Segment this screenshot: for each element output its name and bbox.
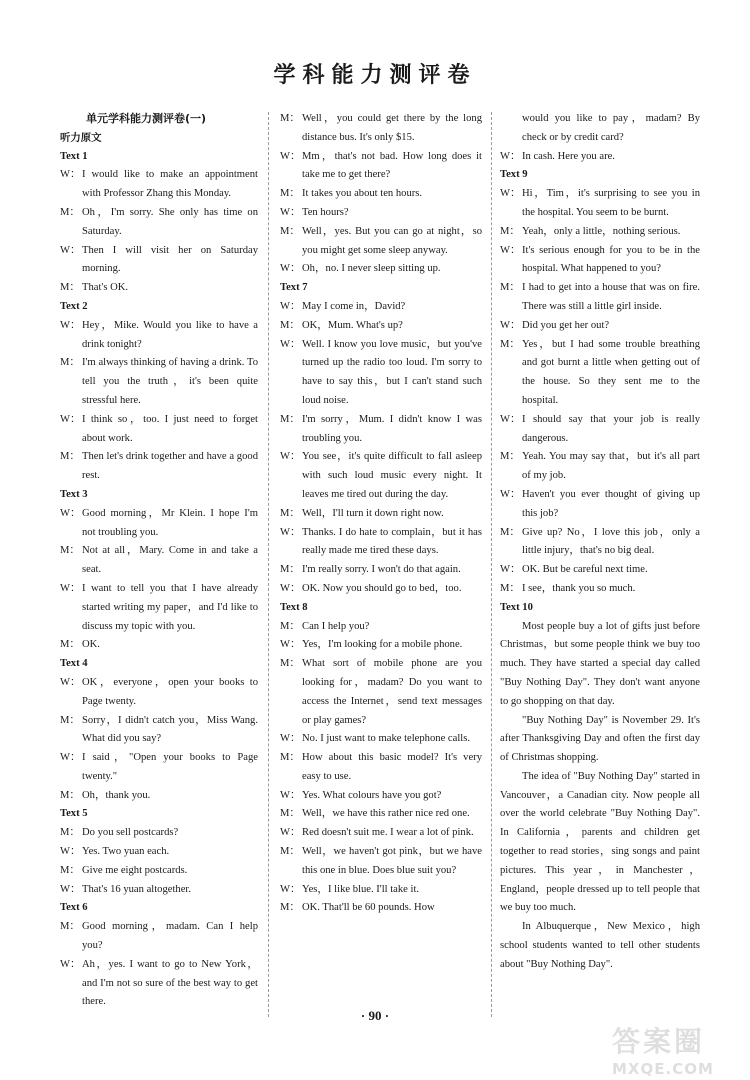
speaker-label: W： bbox=[60, 883, 81, 895]
speaker-label: M： bbox=[500, 338, 521, 350]
dialogue-line bbox=[60, 411, 258, 449]
dialogue-line bbox=[60, 787, 258, 806]
dialogue-line bbox=[280, 336, 482, 411]
utterance-text: Sorry，I didn't catch you，Miss Wang. What did you say? bbox=[82, 714, 258, 745]
dialogue-line bbox=[60, 862, 258, 881]
utterance-text: I would like to make an appointment with Professor Zhang this Monday. bbox=[82, 169, 258, 200]
text-heading: Text 10 bbox=[500, 601, 533, 613]
speaker-label: M： bbox=[60, 639, 81, 651]
column-divider bbox=[268, 112, 269, 1017]
speaker-label: M： bbox=[280, 808, 301, 820]
dialogue-line bbox=[60, 166, 258, 204]
dialogue-line bbox=[60, 824, 258, 843]
dialogue-line bbox=[280, 843, 482, 881]
dialogue-line bbox=[60, 712, 258, 750]
utterance-text: What sort of mobile phone are you looking for，madam? Do you want to access the Internet，send text messages or play games? bbox=[302, 658, 482, 726]
speaker-label: W： bbox=[280, 206, 301, 218]
text-heading: Text 9 bbox=[500, 169, 528, 181]
paragraph: Most people buy a lot of gifts just before Christmas，but some people think we buy too much. They have started a special day called "Buy Nothing Day". They don't want anyone to go shopping on that day. bbox=[500, 620, 700, 707]
utterance-text: I'm always thinking of having a drink. To tell you the truth，it's been quite stressful here. bbox=[82, 357, 258, 406]
utterance-text: That's 16 yuan altogether. bbox=[82, 883, 191, 895]
dialogue-line bbox=[60, 843, 258, 862]
speaker-label: W： bbox=[60, 676, 81, 688]
paragraph: In Albuquerque，New Mexico，high school students wanted to tell other students about "Buy Nothing Day". bbox=[500, 921, 700, 970]
speaker-label: W： bbox=[280, 338, 301, 350]
speaker-label: W： bbox=[500, 488, 521, 500]
dialogue-line bbox=[280, 204, 482, 223]
dialogue-line bbox=[60, 505, 258, 543]
speaker-label: M： bbox=[60, 921, 81, 933]
utterance-text: Give up? No，I love this job，only a little injury，that's no big deal. bbox=[522, 526, 700, 557]
subsection-title: 听力原文 bbox=[60, 131, 102, 144]
utterance-text: It's serious enough for you to be in the hospital. What happened to you? bbox=[522, 244, 700, 275]
speaker-label: M： bbox=[500, 526, 521, 538]
utterance-text: OK. That'll be 60 pounds. How bbox=[302, 902, 435, 914]
utterance-text: Ten hours? bbox=[302, 206, 349, 218]
utterance-text: I should say that your job is really dangerous. bbox=[522, 413, 700, 444]
dialogue-line bbox=[60, 636, 258, 655]
utterance-text: Give me eight postcards. bbox=[82, 864, 188, 876]
column-middle bbox=[280, 110, 482, 918]
utterance-text: Well. I know you love music，but you've turned up the radio too loud. I'm sorry to have to say this，but I can't stand such loud noise. bbox=[302, 338, 482, 406]
speaker-indent bbox=[500, 110, 522, 148]
dialogue-line bbox=[500, 580, 700, 599]
speaker-label: M： bbox=[280, 846, 301, 858]
speaker-label: M： bbox=[280, 564, 301, 576]
utterance-text: Hi，Tim，it's surprising to see you in the hospital. You seem to be burnt. bbox=[522, 188, 700, 218]
text-heading: Text 3 bbox=[60, 488, 88, 500]
speaker-label: M： bbox=[280, 225, 301, 237]
speaker-label: W： bbox=[60, 958, 81, 970]
dialogue-line bbox=[60, 542, 258, 580]
dialogue-line bbox=[60, 448, 258, 486]
speaker-label: W： bbox=[280, 789, 301, 801]
dialogue-line bbox=[60, 956, 258, 1012]
speaker-label: M： bbox=[500, 582, 521, 594]
speaker-label: M： bbox=[280, 658, 301, 670]
utterance-text: Yes，I like blue. I'll take it. bbox=[302, 883, 420, 895]
speaker-label: W： bbox=[280, 639, 301, 651]
utterance-text: Can I help you? bbox=[302, 620, 370, 632]
speaker-label: W： bbox=[280, 300, 301, 312]
speaker-label: W： bbox=[500, 244, 521, 256]
dialogue-line bbox=[280, 448, 482, 504]
dialogue-line bbox=[500, 279, 700, 317]
utterance-text: OK. bbox=[82, 639, 100, 651]
utterance-text: Yes. What colours have you got? bbox=[302, 789, 442, 801]
utterance-text: How about this basic model? It's very easy to use. bbox=[302, 752, 482, 782]
page-title: 学科能力测评卷 bbox=[273, 63, 477, 88]
dialogue-line bbox=[500, 486, 700, 524]
utterance-text: That's OK. bbox=[82, 282, 129, 294]
speaker-label: M： bbox=[60, 451, 81, 463]
speaker-label: W： bbox=[500, 413, 521, 425]
text-heading: Text 7 bbox=[280, 282, 308, 294]
dialogue-line bbox=[280, 411, 482, 449]
text-heading: Text 5 bbox=[60, 808, 88, 820]
speaker-label: M： bbox=[60, 789, 81, 801]
speaker-label: W： bbox=[60, 244, 81, 256]
utterance-text: OK. Now you should go to bed，too. bbox=[302, 582, 462, 594]
utterance-text: Well，we haven't got pink，but we have this one in blue. Does blue suit you? bbox=[302, 846, 482, 876]
text-heading: Text 4 bbox=[60, 658, 88, 670]
speaker-label: W： bbox=[60, 752, 81, 764]
speaker-label: W： bbox=[500, 319, 521, 331]
utterance-text: Do you sell postcards? bbox=[82, 827, 179, 839]
utterance-text: Well，I'll turn it down right now. bbox=[302, 507, 444, 519]
utterance-text: I'm sorry，Mum. I didn't know I was troubling you. bbox=[302, 413, 482, 444]
speaker-label: W： bbox=[280, 883, 301, 895]
speaker-label: M： bbox=[60, 545, 81, 557]
utterance-text: OK，Mum. What's up? bbox=[302, 319, 403, 331]
speaker-label: M： bbox=[280, 752, 301, 764]
dialogue-line bbox=[280, 148, 482, 186]
utterance-text: would you like to pay，madam? By check or by credit card? bbox=[522, 113, 700, 143]
utterance-text: I want to tell you that I have already started writing my paper，and I'd like to discuss my topic with you. bbox=[82, 582, 258, 632]
dialogue-line bbox=[280, 730, 482, 749]
speaker-label: M： bbox=[280, 319, 301, 331]
speaker-label: M： bbox=[280, 188, 301, 200]
speaker-label: M： bbox=[60, 206, 81, 218]
speaker-label: M： bbox=[500, 282, 521, 294]
speaker-label: W： bbox=[280, 263, 301, 275]
dialogue-line bbox=[500, 223, 700, 242]
speaker-label: M： bbox=[60, 714, 81, 726]
dialogue-line bbox=[280, 223, 482, 261]
utterance-text: Not at all，Mary. Come in and take a seat. bbox=[82, 545, 258, 576]
dialogue-line bbox=[60, 279, 258, 298]
speaker-label: W： bbox=[60, 507, 81, 519]
dialogue-line bbox=[500, 185, 700, 223]
text-heading: Text 2 bbox=[60, 300, 88, 312]
dialogue-line bbox=[280, 787, 482, 806]
dialogue-line bbox=[500, 524, 700, 562]
speaker-label: W： bbox=[280, 733, 301, 745]
utterance-text: Haven't you ever thought of giving up this job? bbox=[522, 488, 700, 519]
dialogue-line bbox=[280, 749, 482, 787]
dialogue-line bbox=[500, 561, 700, 580]
dialogue-line bbox=[500, 242, 700, 280]
dialogue-line bbox=[280, 899, 482, 918]
speaker-label: W： bbox=[280, 827, 301, 839]
watermark-mark: 答案圈 bbox=[612, 1025, 706, 1058]
utterance-text: Yes. Two yuan each. bbox=[82, 846, 170, 858]
watermark-url: MXQE.COM bbox=[612, 1060, 714, 1078]
speaker-label: W： bbox=[500, 188, 521, 200]
dialogue-line bbox=[500, 336, 700, 411]
paragraph: The idea of "Buy Nothing Day" started in Vancouver，a Canadian city. Now people all over the world celebrate "Buy Nothing Day". In California，parents and children get together to read stories，sing songs and paint pictures. This year，in Manchester，England，people dressed up to tell people that we buy too much. bbox=[500, 770, 700, 914]
column-right bbox=[500, 110, 700, 975]
utterance-text: I said，"Open your books to Page twenty." bbox=[82, 752, 258, 782]
utterance-text: I had to get into a house that was on fire. There was still a little girl inside. bbox=[522, 282, 700, 312]
utterance-text: Good morning，Mr Klein. I hope I'm not troubling you. bbox=[82, 507, 258, 538]
speaker-label: W： bbox=[60, 846, 81, 858]
utterance-text: Oh，I'm sorry. She only has time on Saturday. bbox=[82, 206, 258, 237]
utterance-text: Hey，Mike. Would you like to have a drink tonight? bbox=[82, 319, 258, 350]
utterance-text: Did you get her out? bbox=[522, 319, 610, 331]
utterance-text: No. I just want to make telephone calls. bbox=[302, 733, 470, 745]
speaker-label: M： bbox=[60, 357, 81, 369]
dialogue-line bbox=[60, 204, 258, 242]
speaker-label: W： bbox=[500, 564, 521, 576]
text-heading: Text 1 bbox=[60, 150, 88, 162]
speaker-label: W： bbox=[500, 150, 521, 162]
text-heading: Text 6 bbox=[60, 902, 88, 914]
speaker-label: M： bbox=[280, 902, 301, 914]
dialogue-line bbox=[60, 317, 258, 355]
speaker-label: W： bbox=[280, 582, 301, 594]
utterance-text: Oh，no. I never sleep sitting up. bbox=[302, 263, 441, 275]
utterance-text: May I come in，David? bbox=[302, 300, 406, 312]
utterance-text: Well，we have this rather nice red one. bbox=[302, 808, 470, 820]
section-title: 单元学科能力测评卷(一) bbox=[86, 112, 207, 125]
speaker-label: M： bbox=[60, 282, 81, 294]
utterance-text: Yes，I'm looking for a mobile phone. bbox=[302, 639, 463, 651]
dialogue-line bbox=[60, 749, 258, 787]
dialogue-line bbox=[280, 618, 482, 637]
utterance-text: Well，yes. But you can go at night，so you might get some sleep anyway. bbox=[302, 225, 482, 256]
utterance-text: I see，thank you so much. bbox=[522, 582, 636, 594]
dialogue-line bbox=[280, 580, 482, 599]
column-divider bbox=[491, 112, 492, 1017]
dialogue-line bbox=[280, 185, 482, 204]
speaker-label: M： bbox=[500, 225, 521, 237]
utterance-text: Yes，but I had some trouble breathing and got burnt a little when getting out of the house. So they sent me to the hospital. bbox=[522, 338, 700, 406]
dialogue-line bbox=[280, 824, 482, 843]
dialogue-line bbox=[500, 148, 700, 167]
utterance-text: Well，you could get there by the long distance bus. It's only $15. bbox=[302, 113, 482, 143]
dialogue-line bbox=[280, 317, 482, 336]
dialogue-line bbox=[60, 881, 258, 900]
utterance-text: It takes you about ten hours. bbox=[302, 188, 423, 200]
watermark-logo bbox=[612, 1020, 742, 1076]
utterance-text: Mm，that's not bad. How long does it take me to get there? bbox=[302, 150, 482, 181]
dialogue-line bbox=[280, 805, 482, 824]
speaker-label: M： bbox=[280, 620, 301, 632]
utterance-text: Yeah. You may say that，but it's all part of my job. bbox=[522, 451, 700, 482]
speaker-label: W： bbox=[280, 451, 301, 463]
dialogue-line bbox=[280, 298, 482, 317]
speaker-label: M： bbox=[280, 507, 301, 519]
column-left bbox=[60, 110, 258, 1012]
utterance-text: I think so，too. I just need to forget about work. bbox=[82, 413, 258, 444]
dialogue-line bbox=[60, 580, 258, 636]
dialogue-line bbox=[500, 317, 700, 336]
dialogue-continuation bbox=[500, 110, 700, 148]
dialogue-line bbox=[500, 448, 700, 486]
dialogue-line bbox=[60, 918, 258, 956]
speaker-label: M： bbox=[280, 113, 301, 124]
speaker-label: W： bbox=[60, 582, 81, 594]
utterance-text: I'm really sorry. I won't do that again. bbox=[302, 564, 461, 576]
utterance-text: In cash. Here you are. bbox=[522, 150, 615, 162]
dialogue-line bbox=[280, 636, 482, 655]
speaker-label: M： bbox=[280, 413, 301, 425]
utterance-text: Yeah，only a little，nothing serious. bbox=[522, 225, 681, 237]
dialogue-line bbox=[500, 411, 700, 449]
dialogue-line bbox=[280, 260, 482, 279]
dialogue-line bbox=[60, 242, 258, 280]
dialogue-line bbox=[280, 881, 482, 900]
utterance-text: Then let's drink together and have a good rest. bbox=[82, 451, 258, 482]
speaker-label: M： bbox=[500, 451, 521, 463]
dialogue-line bbox=[280, 561, 482, 580]
utterance-text: Red doesn't suit me. I wear a lot of pink. bbox=[302, 827, 474, 839]
speaker-label: M： bbox=[60, 827, 81, 839]
utterance-text: OK. But be careful next time. bbox=[522, 564, 648, 576]
utterance-text: Thanks. I do hate to complain，but it has really made me tired these days. bbox=[302, 526, 482, 557]
utterance-text: Ah，yes. I want to go to New York，and I'm not so sure of the best way to get there. bbox=[82, 958, 258, 1008]
utterance-text: OK，everyone，open your books to Page twenty. bbox=[82, 676, 258, 707]
dialogue-line bbox=[60, 354, 258, 410]
dialogue-line bbox=[280, 524, 482, 562]
dialogue-line bbox=[280, 110, 482, 148]
paragraph: "Buy Nothing Day" is November 29. It's after Thanksgiving Day and often the first day of Christmas shopping. bbox=[500, 714, 700, 764]
speaker-label: M： bbox=[60, 864, 81, 876]
utterance-text: Then I will visit her on Saturday morning. bbox=[82, 244, 258, 275]
speaker-label: W： bbox=[60, 319, 81, 331]
speaker-label: W： bbox=[60, 169, 81, 181]
dialogue-line bbox=[280, 505, 482, 524]
dialogue-line bbox=[280, 655, 482, 730]
utterance-text: Good morning，madam. Can I help you? bbox=[82, 921, 258, 952]
dialogue-line bbox=[60, 674, 258, 712]
speaker-label: W： bbox=[60, 413, 81, 425]
page-number: · 90 · bbox=[360, 1008, 390, 1023]
utterance-text: You see，it's quite difficult to fall asleep with such loud music every night. It leaves me tired out during the day. bbox=[302, 451, 482, 500]
speaker-label: W： bbox=[280, 526, 301, 538]
text-heading: Text 8 bbox=[280, 601, 308, 613]
speaker-label: W： bbox=[280, 150, 301, 162]
utterance-text: Oh，thank you. bbox=[82, 789, 151, 801]
